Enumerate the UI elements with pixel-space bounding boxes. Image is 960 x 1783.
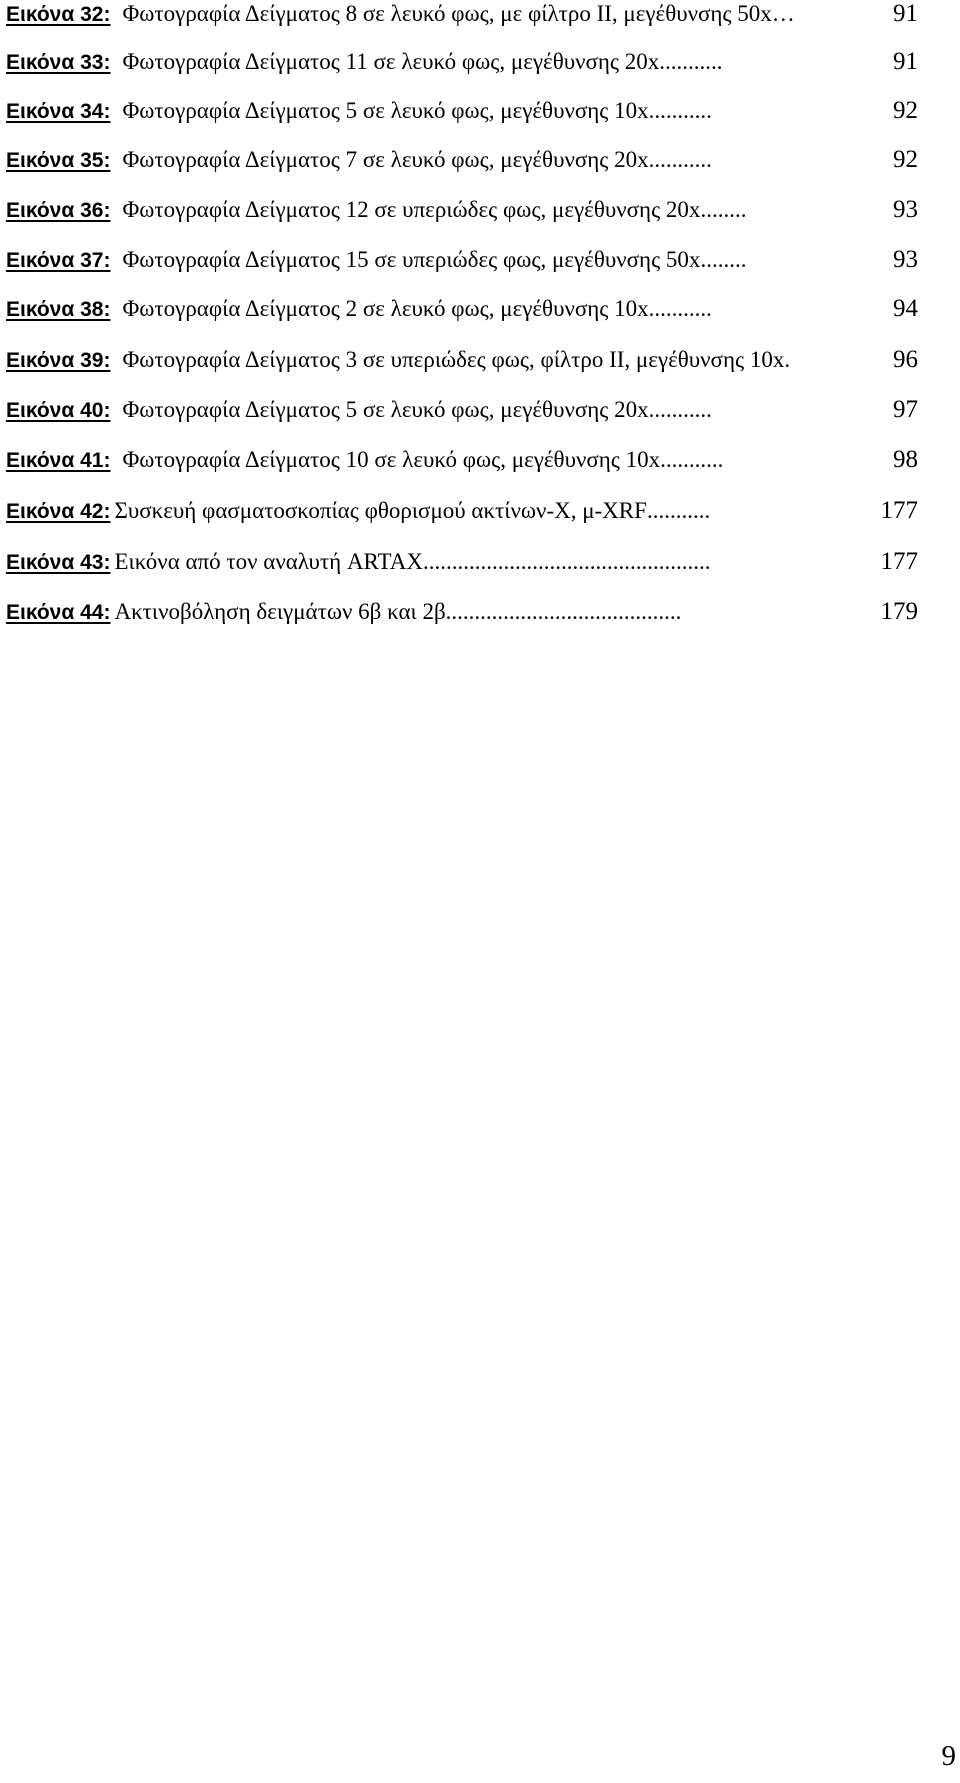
dot-leader: ........... [659,49,723,74]
figure-page: 91 [893,0,918,27]
figure-page: 93 [893,246,918,273]
figure-page: 94 [893,295,918,322]
figure-label: Εικόνα 39: [6,349,111,372]
dot-leader: … [771,1,795,26]
figure-page: 179 [880,598,918,625]
figure-title: Ακτινοβόληση δειγμάτων 6β και 2β [114,599,446,624]
figure-page: 92 [893,146,918,173]
dot-leader: ........... [648,296,712,321]
toc-entry[interactable] [6,598,918,638]
figure-title: Φωτογραφία Δείγματος 12 σε υπεριώδες φως, μεγέθυνσης 20x [122,197,701,222]
toc-entry[interactable] [6,246,918,286]
toc-entry[interactable] [6,446,918,486]
figure-title: Φωτογραφία Δείγματος 10 σε λευκό φως, μεγέθυνσης 10x [122,447,661,472]
figure-title: Φωτογραφία Δείγματος 8 σε λευκό φως, με φίλτρο ΙΙ, μεγέθυνσης 50x [122,1,772,26]
dot-leader: ......................................... [445,599,682,624]
figure-label: Εικόνα 43: [6,551,111,574]
dot-leader: ........... [646,498,711,523]
figure-page: 98 [893,446,918,473]
toc-entry[interactable] [6,396,918,436]
toc-entry[interactable] [6,48,918,88]
toc-entry[interactable] [6,0,918,40]
toc-entry[interactable] [6,548,918,588]
figure-label: Εικόνα 34: [6,100,111,123]
dot-leader: ........ [700,197,747,222]
toc-entry[interactable] [6,196,918,236]
figure-title: Φωτογραφία Δείγματος 2 σε λευκό φως, μεγέθυνσης 10x [122,296,649,321]
toc-entry[interactable] [6,97,918,137]
dot-leader: . [784,347,791,372]
figure-page: 92 [893,97,918,124]
figure-label: Εικόνα 38: [6,298,111,321]
dot-leader: ........... [648,98,712,123]
dot-leader: ........ [700,247,747,272]
figure-label: Εικόνα 40: [6,399,111,422]
dot-leader: ........... [660,447,724,472]
figure-title: Φωτογραφία Δείγματος 7 σε λευκό φως, μεγέθυνσης 20x [122,147,649,172]
figure-title: Συσκευή φασματοσκοπίας φθορισμού ακτίνων-Χ, μ-XRF [114,498,647,523]
figure-label: Εικόνα 32: [6,3,111,26]
page-number: 9 [941,1740,956,1772]
figure-label: Εικόνα 42: [6,500,111,523]
figure-label: Εικόνα 33: [6,51,111,74]
toc-entry[interactable] [6,295,918,335]
figure-label: Εικόνα 41: [6,449,111,472]
figure-title: Φωτογραφία Δείγματος 5 σε λευκό φως, μεγέθυνσης 10x [122,98,649,123]
figure-title: Φωτογραφία Δείγματος 11 σε λευκό φως, μεγέθυνσης 20x [122,49,660,74]
dot-leader: .................................................. [422,549,711,574]
dot-leader: ........... [648,397,712,422]
figure-title: Φωτογραφία Δείγματος 3 σε υπεριώδες φως, φίλτρο ΙΙ, μεγέθυνσης 10x [122,347,785,372]
figure-title: Φωτογραφία Δείγματος 15 σε υπεριώδες φως, μεγέθυνσης 50x [122,247,701,272]
toc-entry[interactable] [6,146,918,186]
figure-page: 177 [880,548,918,575]
figure-page: 96 [893,346,918,373]
figure-page: 93 [893,196,918,223]
figure-label: Εικόνα 37: [6,249,111,272]
figure-title: Εικόνα από τον αναλυτή ARTAX [114,549,423,574]
dot-leader: ........... [648,147,712,172]
figure-label: Εικόνα 44: [6,601,111,624]
toc-entry[interactable] [6,497,918,537]
figure-page: 91 [893,48,918,75]
figure-label: Εικόνα 35: [6,149,111,172]
figure-page: 177 [880,497,918,524]
toc-entry[interactable] [6,346,918,386]
figure-title: Φωτογραφία Δείγματος 5 σε λευκό φως, μεγέθυνσης 20x [122,397,649,422]
figure-page: 97 [893,396,918,423]
figure-label: Εικόνα 36: [6,199,111,222]
